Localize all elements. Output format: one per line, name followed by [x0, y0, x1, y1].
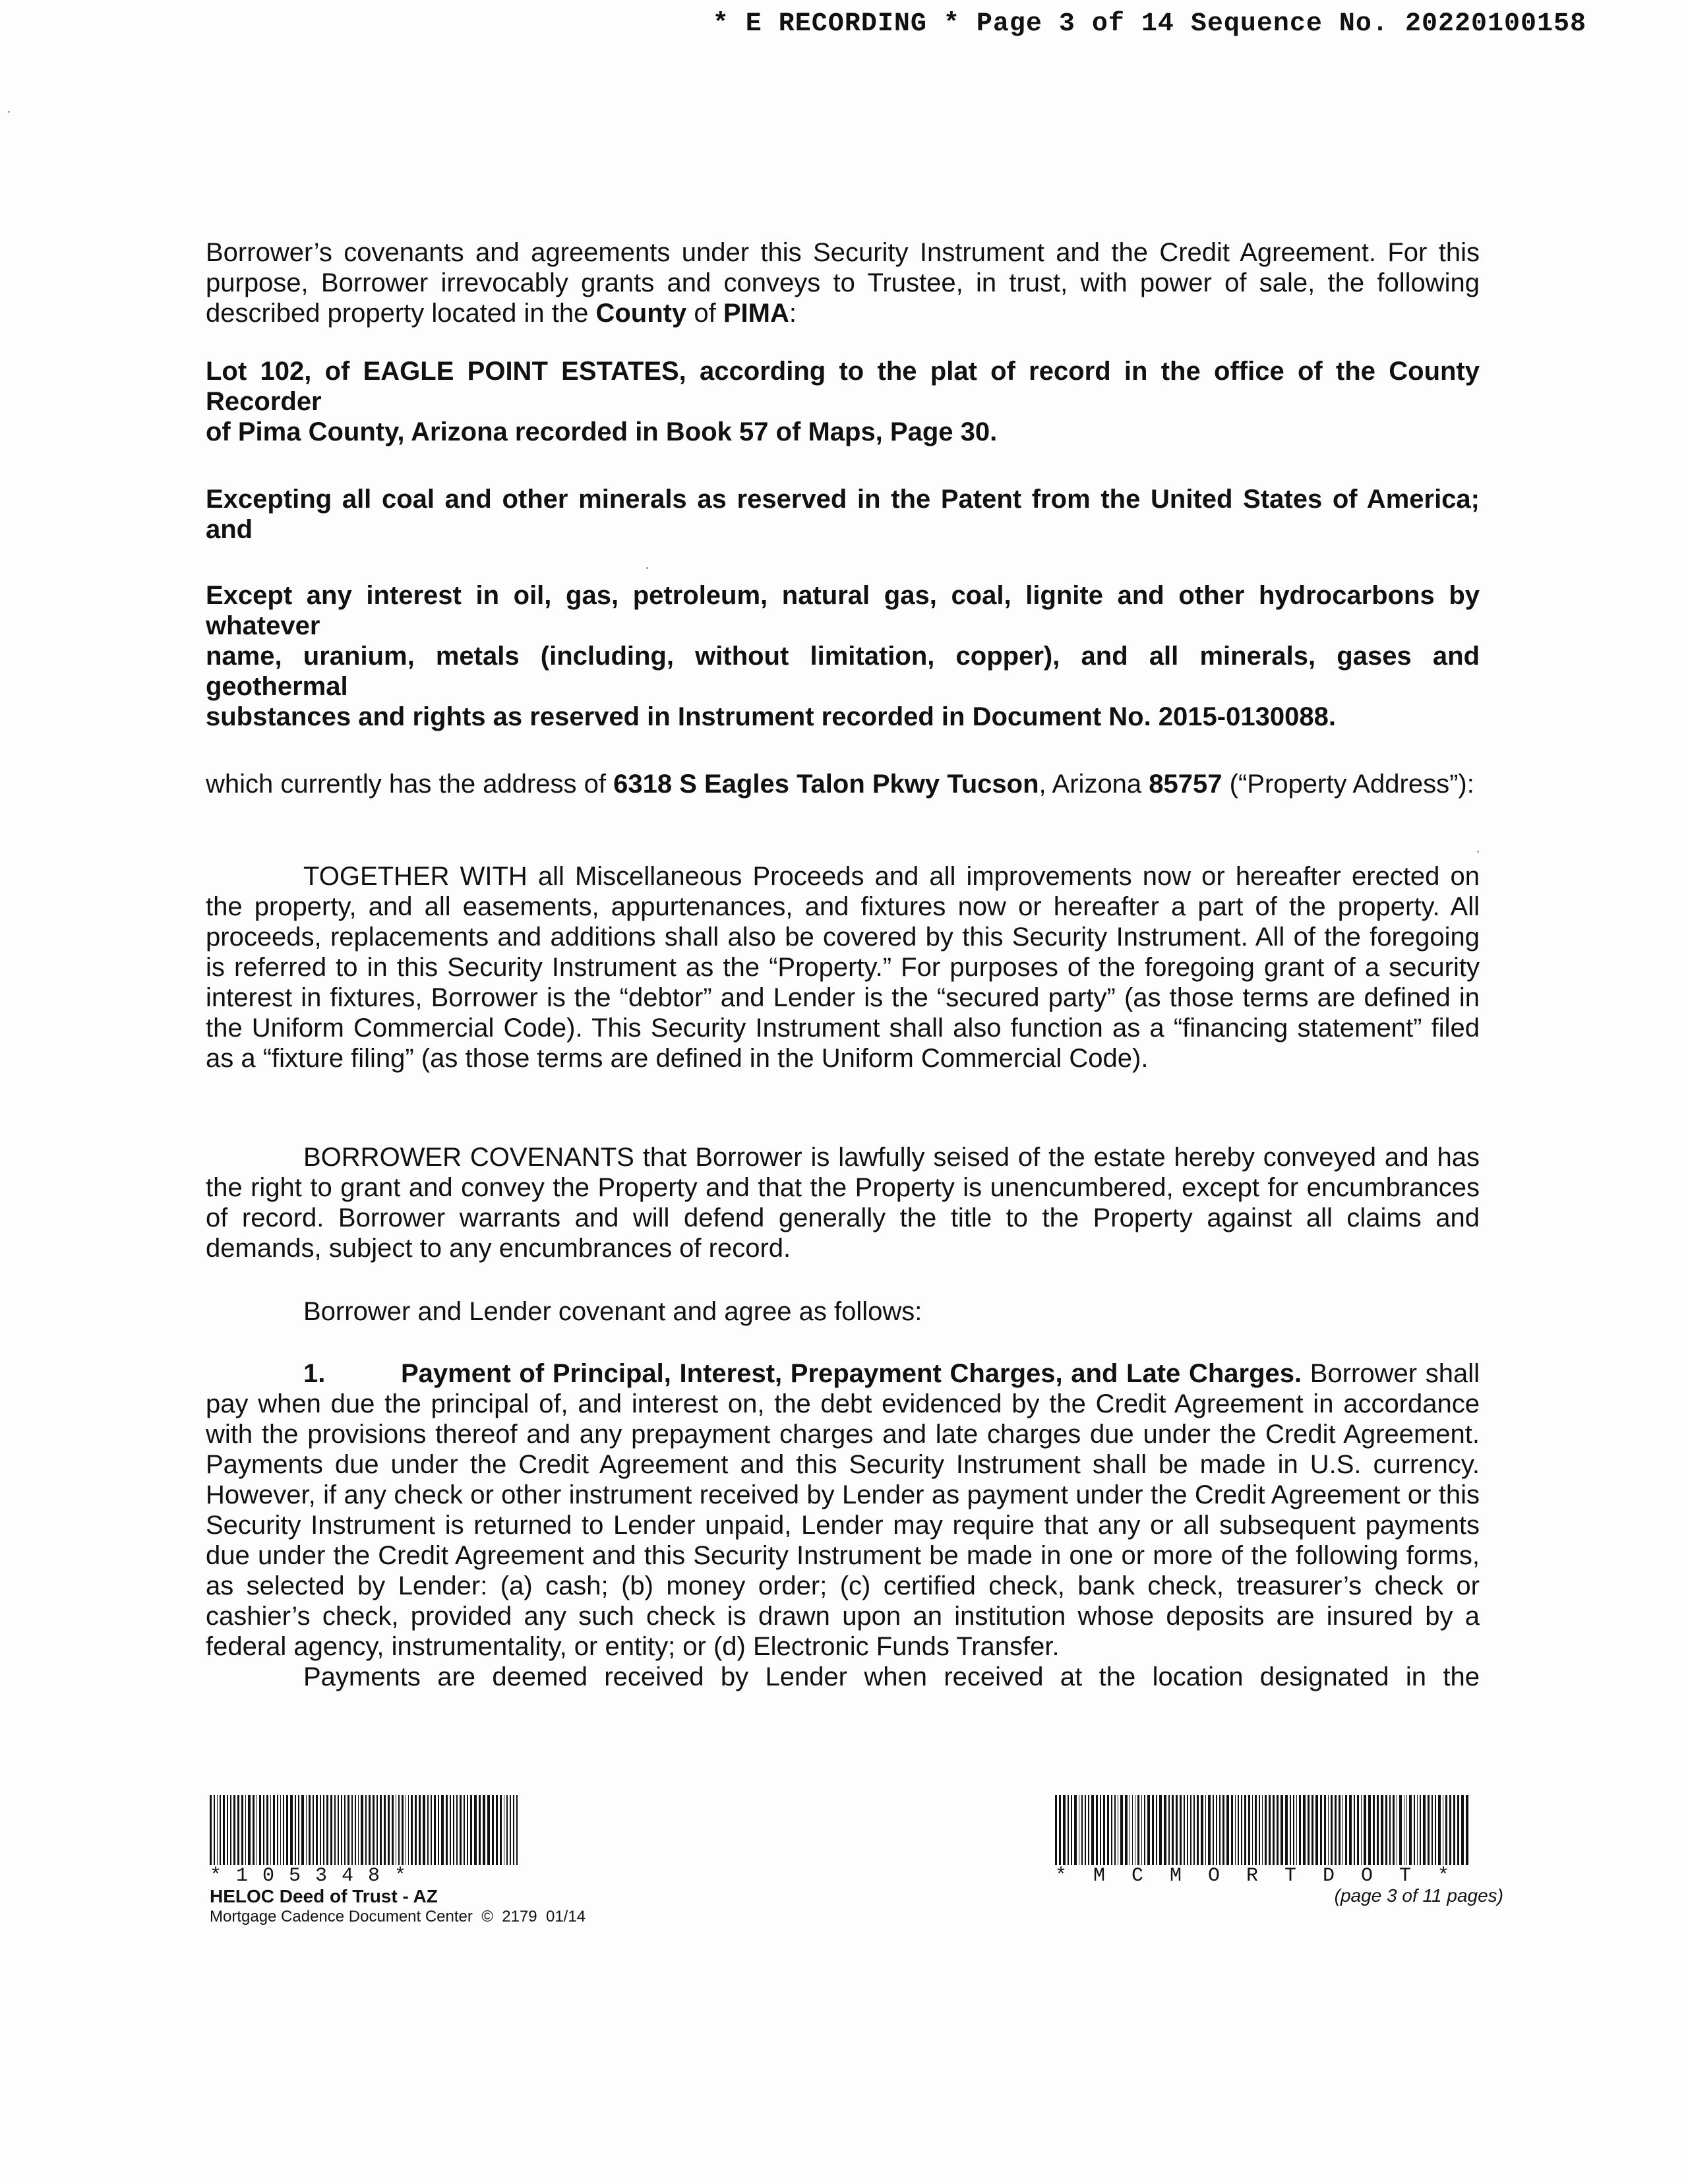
- address-street-city: 6318 S Eagles Talon Pkwy Tucson: [613, 770, 1039, 799]
- barcode-bar: [1241, 1795, 1242, 1865]
- borrower-covenants-text: BORROWER COVENANTS that Borrower is lawfully seised of the estate hereby conveyed and has the right to grant and convey the Property and that the Property is unencumbered, except for encumbrances of record. Borrower warrants and will defend generally the title to the Property against all claims and demands, subject to any encumbrances of record.: [206, 1143, 1480, 1263]
- barcode-bar: [1088, 1795, 1089, 1865]
- barcode-bar: [1259, 1795, 1260, 1865]
- barcode-bar: [1361, 1795, 1362, 1865]
- legal-line: name, uranium, metals (including, without limitation, copper), and all minerals, gases and: [206, 642, 1480, 671]
- barcode-bar: [273, 1795, 275, 1865]
- barcode-bar: [411, 1795, 413, 1865]
- barcode-bar: [237, 1795, 239, 1865]
- barcode-bar: [1164, 1795, 1166, 1865]
- barcode-bar: [309, 1795, 311, 1865]
- barcode-bar: [373, 1795, 375, 1865]
- intro-colon: :: [789, 299, 797, 328]
- barcode-bar: [1420, 1795, 1421, 1865]
- barcode-bar: [1449, 1795, 1451, 1865]
- barcode-bar: [320, 1795, 321, 1865]
- legal-line: Recorder: [206, 387, 322, 416]
- barcode-bar: [1118, 1795, 1119, 1865]
- barcode-bar: [1111, 1795, 1112, 1865]
- section-1-paragraph: [206, 1358, 1480, 1692]
- barcode-bar: [1132, 1795, 1133, 1865]
- address-prefix: which currently has the address of: [206, 770, 614, 799]
- barcode-bar: [1296, 1795, 1298, 1865]
- barcode-bar: [438, 1795, 440, 1865]
- barcode-bar: [1315, 1795, 1317, 1865]
- barcode-bar: [1364, 1795, 1366, 1865]
- legal-except-hydrocarbons: [206, 580, 1480, 732]
- barcode-bar: [388, 1795, 390, 1865]
- barcode-bar: [456, 1795, 458, 1865]
- barcode-bar: [1244, 1795, 1246, 1865]
- barcode-bar: [301, 1795, 304, 1865]
- barcode-bar: [492, 1795, 494, 1865]
- barcode-bar: [1293, 1795, 1294, 1865]
- barcode-bar: [423, 1795, 425, 1865]
- barcode-bar: [474, 1795, 477, 1865]
- barcode-bar: [1176, 1795, 1178, 1865]
- barcode-bar: [1445, 1795, 1447, 1865]
- barcode-bar: [1417, 1795, 1418, 1865]
- barcode-bar: [1096, 1795, 1099, 1865]
- barcode-bar: [1414, 1795, 1416, 1865]
- barcode-bar: [1201, 1795, 1203, 1865]
- barcode-bar: [369, 1795, 371, 1865]
- scan-speck: [1477, 851, 1479, 853]
- barcode-bar: [1226, 1795, 1228, 1865]
- barcode-bar: [256, 1795, 257, 1865]
- barcode-bar: [347, 1795, 349, 1865]
- barcode-bar: [1339, 1795, 1341, 1865]
- barcode-right-text: *MCMORTDOT*: [1055, 1865, 1476, 1887]
- recording-header: * E RECORDING * Page 3 of 14 Sequence No. 20220100158: [712, 9, 1586, 39]
- barcode-bar: [1238, 1795, 1239, 1865]
- together-with-text: TOGETHER WITH all Miscellaneous Proceeds and all improvements now or hereafter erected on the property, and all easements, appurtenances, and fixtures now or hereafter a part of the property. All proceeds, replacements and additions shall also be covered by this Security Instrument. All of the foregoing is referred to in this Security Instrument as the “Property.” For purposes of the foregoing grant of a security interest in fixtures, Borrower is the “debtor” and Lender is the “secured party” (as those terms are defined in the Uniform Commercial Code). This Security Instrument shall also function as a “financing statement” filed as a “fixture filing” (as those terms are defined in the Uniform Commercial Code).: [206, 862, 1480, 1073]
- barcode-bar: [467, 1795, 468, 1865]
- barcode-bar: [402, 1795, 404, 1865]
- barcode-bar: [384, 1795, 386, 1865]
- barcode-bar: [506, 1795, 508, 1865]
- barcode-bar: [214, 1795, 216, 1865]
- barcode-bar: [380, 1795, 382, 1865]
- barcode-bar: [1269, 1795, 1271, 1865]
- barcode-bar: [1324, 1795, 1326, 1865]
- barcode-bar: [341, 1795, 342, 1865]
- barcode-bar: [1103, 1795, 1105, 1865]
- barcode-bar: [210, 1795, 212, 1865]
- barcode-bar: [1393, 1795, 1395, 1865]
- barcode-bar: [270, 1795, 271, 1865]
- barcode-bar: [510, 1795, 511, 1865]
- barcode-bar: [1219, 1795, 1221, 1865]
- barcode-bar: [1357, 1795, 1359, 1865]
- barcode-bar: [1074, 1795, 1077, 1865]
- barcode-bar: [355, 1795, 356, 1865]
- barcode-bar: [1193, 1795, 1195, 1865]
- barcode-bar: [427, 1795, 429, 1865]
- barcode-bar: [217, 1795, 218, 1865]
- barcode-bar: [351, 1795, 353, 1865]
- barcode-bar: [1320, 1795, 1322, 1865]
- barcode-bar: [398, 1795, 400, 1865]
- barcode-bar: [1055, 1795, 1057, 1865]
- footer-left-block: [210, 1795, 586, 1927]
- barcode-bar: [1438, 1795, 1441, 1865]
- barcode-bar: [1345, 1795, 1347, 1865]
- barcode-bar: [1385, 1795, 1387, 1865]
- barcode-bar: [1409, 1795, 1411, 1865]
- barcode-bar: [1216, 1795, 1217, 1865]
- barcode-bar: [277, 1795, 279, 1865]
- barcode-bar: [1311, 1795, 1314, 1865]
- barcode-bar: [230, 1795, 231, 1865]
- barcode-bar: [1285, 1795, 1288, 1865]
- legal-line: Lot 102, of EAGLE POINT ESTATES, according to the plat of record in the office of the County: [206, 357, 1480, 386]
- barcode-bar: [1389, 1795, 1391, 1865]
- barcode-bar: [1406, 1795, 1407, 1865]
- scan-speck: [646, 567, 648, 569]
- barcode-bar: [1335, 1795, 1337, 1865]
- barcode-bar: [323, 1795, 324, 1865]
- legal-line: whatever: [206, 611, 320, 640]
- barcode-bar: [1114, 1795, 1116, 1865]
- barcode-bar: [1156, 1795, 1157, 1865]
- section-1-heading: Payment of Principal, Interest, Prepayment Charges, and Late Charges.: [401, 1359, 1302, 1388]
- barcode-bar: [513, 1795, 514, 1865]
- barcode-bar: [286, 1795, 289, 1865]
- address-suffix: (“Property Address”):: [1222, 770, 1474, 799]
- barcode-bar: [1235, 1795, 1236, 1865]
- barcode-bar: [479, 1795, 481, 1865]
- legal-line: of Pima County, Arizona recorded in Book 57 of Maps, Page 30.: [206, 417, 998, 446]
- barcode-right: [1055, 1795, 1470, 1865]
- barcode-bar: [1152, 1795, 1155, 1865]
- footer-right-block: [1055, 1795, 1503, 1906]
- section-1-text: Borrower shall pay when due the principal of, and interest on, the debt evidenced by the Credit Agreement in accordance with the provisions thereof and any prepayment charges and late charges due under the Credit Agreement. Payments due under the Credit Agreement and this Security Instrument shall be made in U.S. currency. However, if any check or other instrument received by Lender as payment under the Credit Agreement or this Security Instrument is returned to Lender unpaid, Lender may require that any or all subsequent payments due under the Credit Agreement and this Security Instrument be made in one or more of the following forms, as selected by Lender: (a) cash; (b) money order; (c) certified check, bank check, treasurer’s check or cashier’s check, provided any such check is drawn upon an institution whose deposits are insured by a federal agency, instrumentality, or entity; or (d) Electronic Funds Transfer.: [206, 1359, 1480, 1661]
- barcode-bar: [1299, 1795, 1301, 1865]
- borrower-covenants-paragraph: [206, 1142, 1480, 1263]
- barcode-bar: [1120, 1795, 1122, 1865]
- barcode-bar: [227, 1795, 229, 1865]
- barcode-bar: [434, 1795, 436, 1865]
- barcode-bar: [220, 1795, 221, 1865]
- barcode-bar: [1197, 1795, 1199, 1865]
- barcode-bar: [361, 1795, 363, 1865]
- barcode-bar: [223, 1795, 225, 1865]
- barcode-bar: [1457, 1795, 1459, 1865]
- section-1-continuation: Payments are deemed received by Lender when received at the location designated in the: [303, 1662, 1480, 1691]
- barcode-bar: [1273, 1795, 1275, 1865]
- barcode-bar: [1190, 1795, 1191, 1865]
- page-count-note: (page 3 of 11 pages): [1334, 1885, 1503, 1906]
- legal-line: geothermal: [206, 672, 348, 701]
- barcode-bar: [446, 1795, 448, 1865]
- barcode-bar: [1461, 1795, 1464, 1865]
- barcode-bar: [316, 1795, 318, 1865]
- barcode-bar: [1308, 1795, 1310, 1865]
- barcode-bar: [248, 1795, 250, 1865]
- barcode-bar: [306, 1795, 307, 1865]
- barcode-bar: [1349, 1795, 1352, 1865]
- barcode-bar: [460, 1795, 462, 1865]
- barcode-bar: [1265, 1795, 1267, 1865]
- barcode-bar: [233, 1795, 236, 1865]
- barcode-bar: [1091, 1795, 1093, 1865]
- barcode-bar: [415, 1795, 417, 1865]
- together-with-paragraph: [206, 861, 1480, 1074]
- barcode-bar: [1331, 1795, 1333, 1865]
- barcode-bar: [1290, 1795, 1291, 1865]
- barcode-bar: [313, 1795, 315, 1865]
- barcode-bar: [470, 1795, 472, 1865]
- barcode-bar: [1377, 1795, 1379, 1865]
- barcode-bar: [1208, 1795, 1211, 1865]
- barcode-bar: [1255, 1795, 1257, 1865]
- barcode-bar: [1231, 1795, 1233, 1865]
- barcode-bar: [338, 1795, 340, 1865]
- property-address-paragraph: [206, 769, 1480, 799]
- agree-paragraph: [206, 1296, 1480, 1327]
- barcode-bar: [280, 1795, 281, 1865]
- barcode-bar: [1222, 1795, 1225, 1865]
- county-name: PIMA: [723, 299, 789, 328]
- legal-line: substances and rights as reserved in Instrument recorded in Document No. 2015-0130088.: [206, 702, 1336, 731]
- legal-line: Except any interest in oil, gas, petroleum, natural gas, coal, lignite and other hydrocarbons by: [206, 581, 1480, 610]
- scan-speck: [8, 111, 10, 113]
- barcode-bar: [1125, 1795, 1128, 1865]
- section-1-number: 1.: [303, 1359, 326, 1388]
- barcode-bar: [1399, 1795, 1401, 1865]
- barcode-bar: [1144, 1795, 1145, 1865]
- barcode-bar: [1180, 1795, 1182, 1865]
- barcode-bar: [450, 1795, 452, 1865]
- barcode-bar: [1435, 1795, 1436, 1865]
- barcode-bar: [1303, 1795, 1306, 1865]
- barcode-bar: [1342, 1795, 1343, 1865]
- barcode-bar: [453, 1795, 454, 1865]
- barcode-bar: [253, 1795, 255, 1865]
- barcode-bar: [1168, 1795, 1170, 1865]
- barcode-bar: [1328, 1795, 1329, 1865]
- barcode-bar: [1172, 1795, 1174, 1865]
- barcode-bar: [483, 1795, 485, 1865]
- barcode-bar: [1453, 1795, 1455, 1865]
- barcode-bar: [1252, 1795, 1253, 1865]
- barcode-bar: [441, 1795, 444, 1865]
- form-source: Mortgage Cadence Document Center © 2179 01/14: [210, 1908, 586, 1926]
- barcode-bar: [516, 1795, 518, 1865]
- barcode-bar: [1432, 1795, 1433, 1865]
- address-zip: 85757: [1149, 770, 1222, 799]
- barcode-bar: [1159, 1795, 1161, 1865]
- barcode-bar: [1262, 1795, 1263, 1865]
- barcode-bar: [1141, 1795, 1142, 1865]
- barcode-bar: [344, 1795, 345, 1865]
- barcode-bar: [266, 1795, 268, 1865]
- address-state: , Arizona: [1039, 770, 1149, 799]
- barcode-bar: [1277, 1795, 1279, 1865]
- barcode-bar: [377, 1795, 378, 1865]
- agree-text: Borrower and Lender covenant and agree as follows:: [303, 1297, 922, 1326]
- barcode-bar: [1428, 1795, 1430, 1865]
- barcode-bar: [500, 1795, 502, 1865]
- barcode-bar: [1423, 1795, 1426, 1865]
- barcode-bar: [1368, 1795, 1371, 1865]
- barcode-bar: [334, 1795, 336, 1865]
- legal-excepting-coal: [206, 484, 1480, 545]
- barcode-bar: [1187, 1795, 1188, 1865]
- county-label: County: [595, 299, 687, 328]
- barcode-bar: [1079, 1795, 1080, 1865]
- barcode-bar: [487, 1795, 490, 1865]
- barcode-bar: [1281, 1795, 1282, 1865]
- barcode-left: [210, 1795, 520, 1865]
- barcode-bar: [1147, 1795, 1150, 1865]
- barcode-bar: [290, 1795, 293, 1865]
- barcode-bar: [358, 1795, 359, 1865]
- barcode-bar: [1205, 1795, 1206, 1865]
- barcode-bar: [1063, 1795, 1066, 1865]
- intro-paragraph: [206, 237, 1480, 328]
- barcode-bar: [1373, 1795, 1375, 1865]
- barcode-bar: [419, 1795, 421, 1865]
- barcode-bar: [1068, 1795, 1070, 1865]
- barcode-left-text: *105348*: [210, 1865, 421, 1887]
- barcode-bar: [1059, 1795, 1061, 1865]
- barcode-bar: [241, 1795, 243, 1865]
- barcode-bar: [1107, 1795, 1109, 1865]
- barcode-bar: [245, 1795, 247, 1865]
- barcode-bar: [1085, 1795, 1087, 1865]
- legal-line: Excepting all coal and other minerals as reserved in the Patent from the United States of America; and: [206, 485, 1480, 544]
- barcode-bar: [496, 1795, 498, 1865]
- barcode-bar: [1137, 1795, 1139, 1865]
- barcode-bar: [259, 1795, 261, 1865]
- barcode-bar: [1466, 1795, 1468, 1865]
- barcode-bar: [392, 1795, 394, 1865]
- legal-description-lot: [206, 356, 1480, 447]
- form-name: HELOC Deed of Trust - AZ: [210, 1886, 438, 1906]
- barcode-bar: [283, 1795, 284, 1865]
- barcode-bar: [330, 1795, 332, 1865]
- barcode-bar: [1248, 1795, 1250, 1865]
- barcode-bar: [1081, 1795, 1082, 1865]
- barcode-bar: [365, 1795, 367, 1865]
- barcode-bar: [1184, 1795, 1186, 1865]
- intro-text: Borrower’s covenants and agreements under this Security Instrument and the Credit Agreement. For this purpose, Borrower irrevocably grants and conveys to Trustee, in trust, with power of sale, the following described property located in the: [206, 238, 1480, 328]
- barcode-bar: [431, 1795, 433, 1865]
- barcode-bar: [408, 1795, 409, 1865]
- barcode-bar: [1381, 1795, 1383, 1865]
- of-word: of: [686, 299, 723, 328]
- barcode-bar: [326, 1795, 329, 1865]
- barcode-bar: [298, 1795, 300, 1865]
- barcode-bar: [263, 1795, 264, 1865]
